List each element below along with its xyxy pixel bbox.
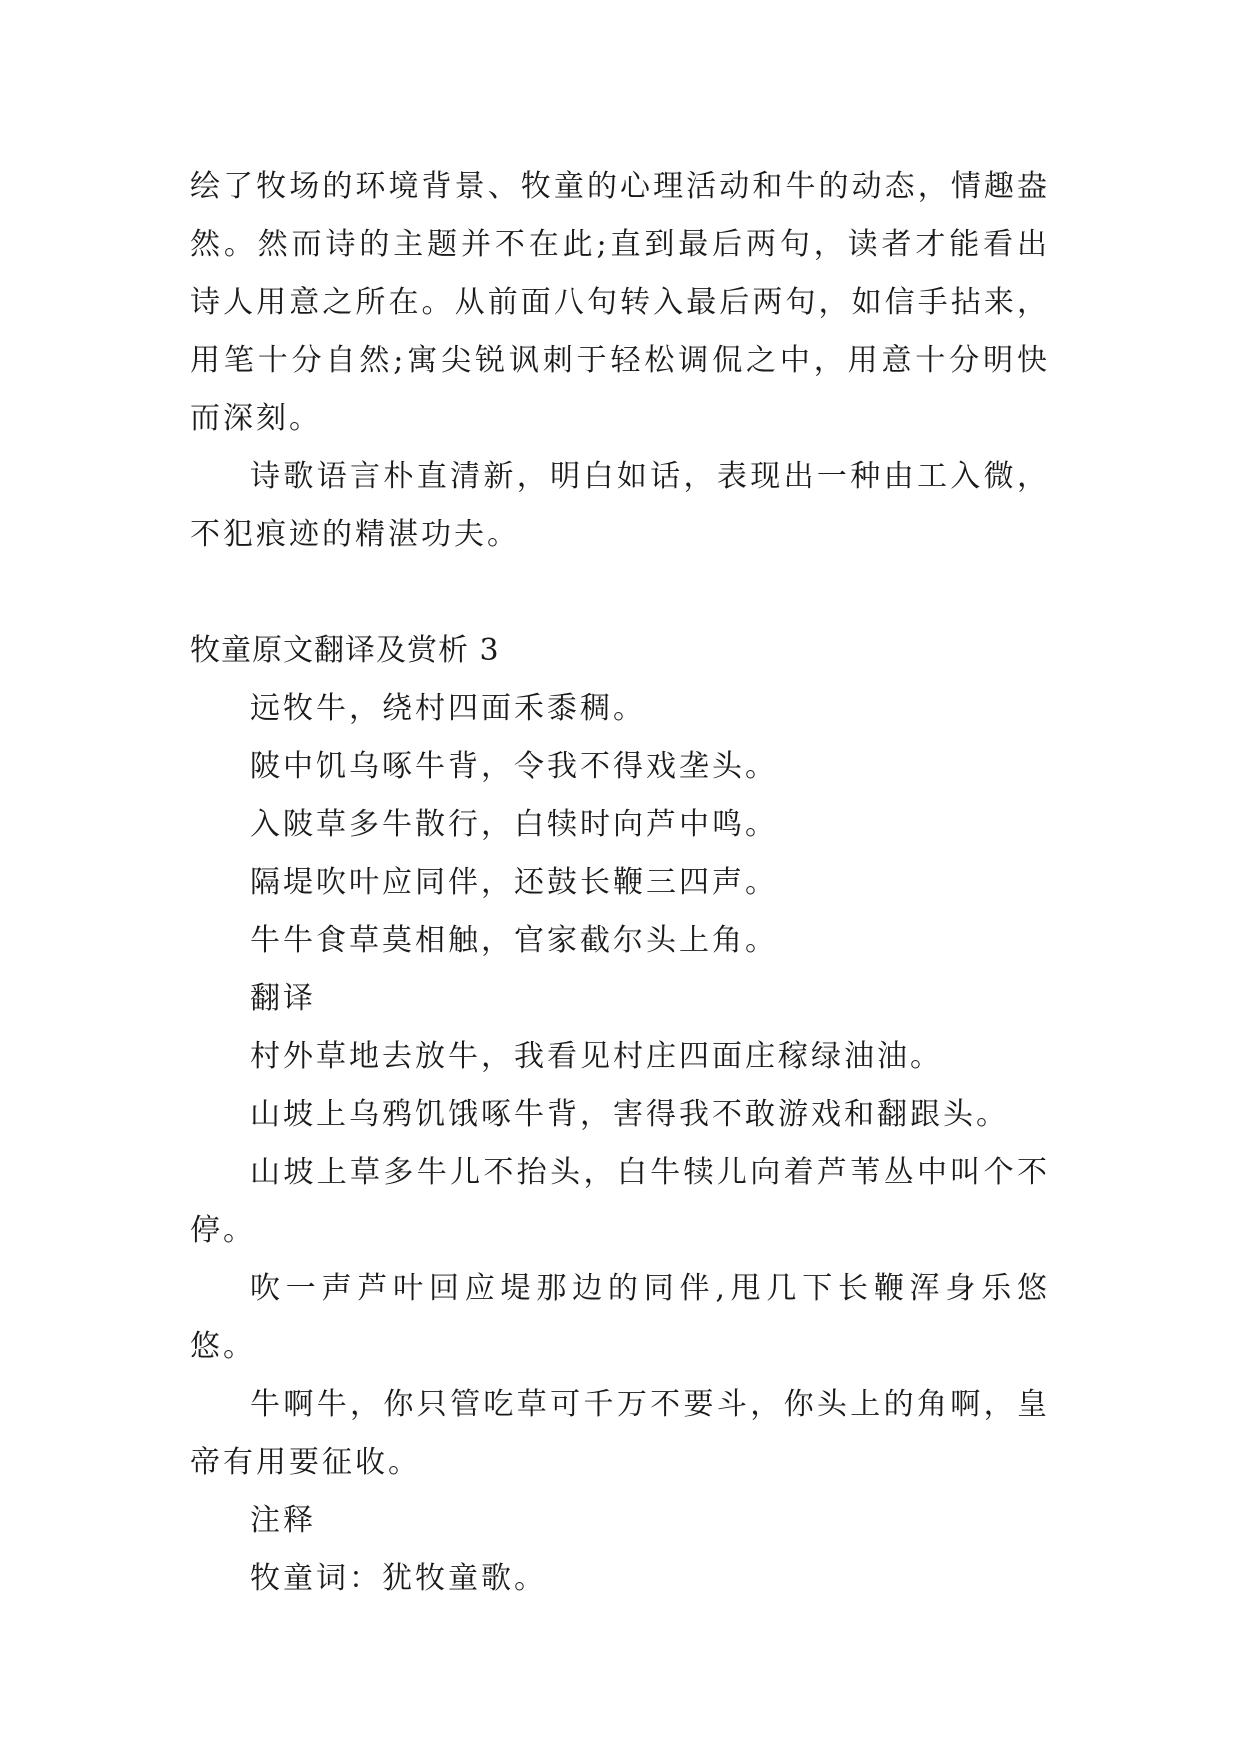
- poem-line: 隔堤吹叶应同伴，还鼓长鞭三四声。: [250, 865, 778, 900]
- section-spacer: [190, 564, 1050, 622]
- intro-paragraph-language: 诗歌语言朴直清新，明白如话，表现出一种由工入微，不犯痕迹的精湛功夫。: [190, 459, 1050, 552]
- translation-line: 山坡上草多牛儿不抬头，白牛犊儿向着芦苇丛中叫个不停。: [190, 1155, 1050, 1248]
- notes-heading: 注释: [250, 1503, 316, 1538]
- document-body: [190, 158, 1050, 1608]
- note-line: 牧童词：犹牧童歌。: [250, 1561, 547, 1596]
- section-title: 牧童原文翻译及赏析 3: [190, 633, 500, 668]
- translation-line: 山坡上乌鸦饥饿啄牛背，害得我不敢游戏和翻跟头。: [250, 1097, 1009, 1132]
- poem-line: 入陂草多牛散行，白犊时向芦中鸣。: [250, 807, 778, 842]
- translation-line: 牛啊牛，你只管吃草可千万不要斗，你头上的角啊，皇帝有用要征收。: [190, 1387, 1050, 1480]
- poem-line: 陂中饥乌啄牛背，令我不得戏垄头。: [250, 749, 778, 784]
- translation-line: 村外草地去放牛，我看见村庄四面庄稼绿油油。: [250, 1039, 943, 1074]
- translation-heading: 翻译: [250, 981, 316, 1016]
- translation-line: 吹一声芦叶回应堤那边的同伴,甩几下长鞭浑身乐悠悠。: [190, 1271, 1050, 1364]
- poem-line: 远牧牛，绕村四面禾黍稠。: [250, 691, 646, 726]
- poem-line: 牛牛食草莫相触，官家截尔头上角。: [250, 923, 778, 958]
- intro-paragraph-continued: 绘了牧场的环境背景、牧童的心理活动和牛的动态，情趣盎然。然而诗的主题并不在此;直到最后两句，读者才能看出诗人用意之所在。从前面八句转入最后两句，如信手拈来，用笔十分自然;寓尖锐讽刺于轻松调侃之中，用意十分明快而深刻。: [190, 169, 1050, 436]
